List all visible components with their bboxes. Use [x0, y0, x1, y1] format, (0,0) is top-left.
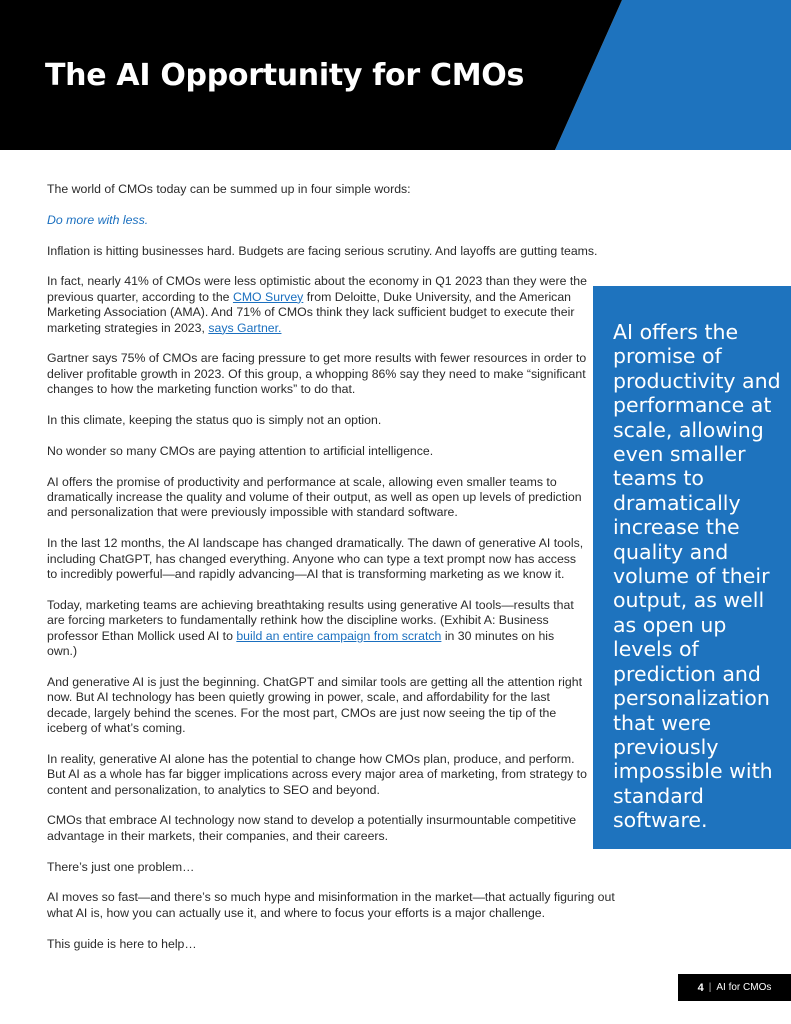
body-text — [47, 182, 615, 967]
paragraph: Gartner says 75% of CMOs are facing pressure to get more results with fewer resources in order to deliver profitable growth in 2023. Of this group, a whopping 86% say they need to make “significant changes to how the marketing function works” to do that. — [47, 351, 587, 397]
footer-label: AI for CMOs — [716, 982, 772, 993]
paragraph: CMOs that embrace AI technology now stand to develop a potentially insurmountable competitive advantage in their markets, their companies, and their careers. — [47, 813, 577, 843]
page-footer-badge — [678, 974, 791, 1001]
paragraph: In this climate, keeping the status quo is simply not an option. — [47, 413, 382, 428]
paragraph: Inflation is hitting businesses hard. Budgets are facing serious scrutiny. And layoffs are gutting teams. — [47, 243, 598, 258]
paragraph: In reality, generative AI alone has the potential to change how CMOs plan, produce, and perform. But AI as a whole has far bigger implications across every major area of marketing, from strategy to content and personalization, to analytics to SEO and beyond. — [47, 751, 587, 797]
paragraph: There’s just one problem… — [47, 859, 195, 874]
says-gartner-link[interactable]: says Gartner. — [208, 320, 282, 335]
text-span: in 30 minutes on his own.) — [47, 628, 555, 659]
paragraph: And generative AI is just the beginning. ChatGPT and similar tools are getting all the attention right now. But AI technology has been quietly growing in power, scale, and affordability for the last decade, largely behind the scenes. For the most part, CMOs are just now seeing the tip of the iceberg of what’s coming. — [47, 674, 583, 736]
page-title: The AI Opportunity for CMOs — [45, 58, 525, 93]
pull-quote-box — [593, 286, 791, 849]
paragraph — [47, 274, 587, 336]
paragraph: This guide is here to help… — [47, 936, 197, 951]
paragraph: AI offers the promise of productivity and performance at scale, allowing even smaller teams to dramatically increase the quality and volume of their output, as well as open up levels of prediction and personalization that were previously impossible with standard software. — [47, 474, 582, 520]
paragraph: The world of CMOs today can be summed up in four simple words: — [47, 182, 411, 196]
text-span: Today, marketing teams are achieving breathtaking results using generative AI tools—results that are forcing marketers to fundamentally rethink how the discipline works. (Exhibit A: Business professor Ethan Mollick used AI to — [47, 597, 574, 643]
text-span: In fact, nearly 41% of CMOs were less optimistic about the economy in Q1 2023 than they were the previous quarter, according to the — [47, 274, 587, 304]
page-number: 4 — [697, 981, 704, 994]
cmo-survey-link[interactable]: CMO Survey — [232, 289, 304, 304]
text-span: from Deloitte, Duke University, and the American Marketing Association (AMA). And 71% of CMOs think they lack sufficient budget to execute their marketing strategies in 2023, — [47, 289, 575, 335]
paragraph: AI moves so fast—and there’s so much hype and misinformation in the market—that actually figuring out what AI is, how you can actually use it, and where to focus your efforts is a major challenge. — [47, 890, 615, 920]
footer-separator: | — [708, 982, 712, 993]
emphasis-line: Do more with less. — [47, 212, 149, 227]
campaign-from-scratch-link[interactable]: build an entire campaign from scratch — [236, 628, 442, 643]
paragraph — [47, 598, 587, 660]
pull-quote-text: AI offers the promise of productivity and performance at scale, allowing even smaller teams to dramatically increase the quality and volume of their output, as well as open up levels of prediction and personalization that were previously impossible with standard software. — [613, 320, 781, 833]
paragraph: No wonder so many CMOs are paying attention to artificial intelligence. — [47, 443, 434, 458]
paragraph: In the last 12 months, the AI landscape has changed dramatically. The dawn of generative AI tools, including ChatGPT, has changed everything. Anyone who can type a text prompt now has access to incredibly powerful—and rapidly advancing—AI that is transforming marketing as we know it. — [47, 536, 584, 582]
